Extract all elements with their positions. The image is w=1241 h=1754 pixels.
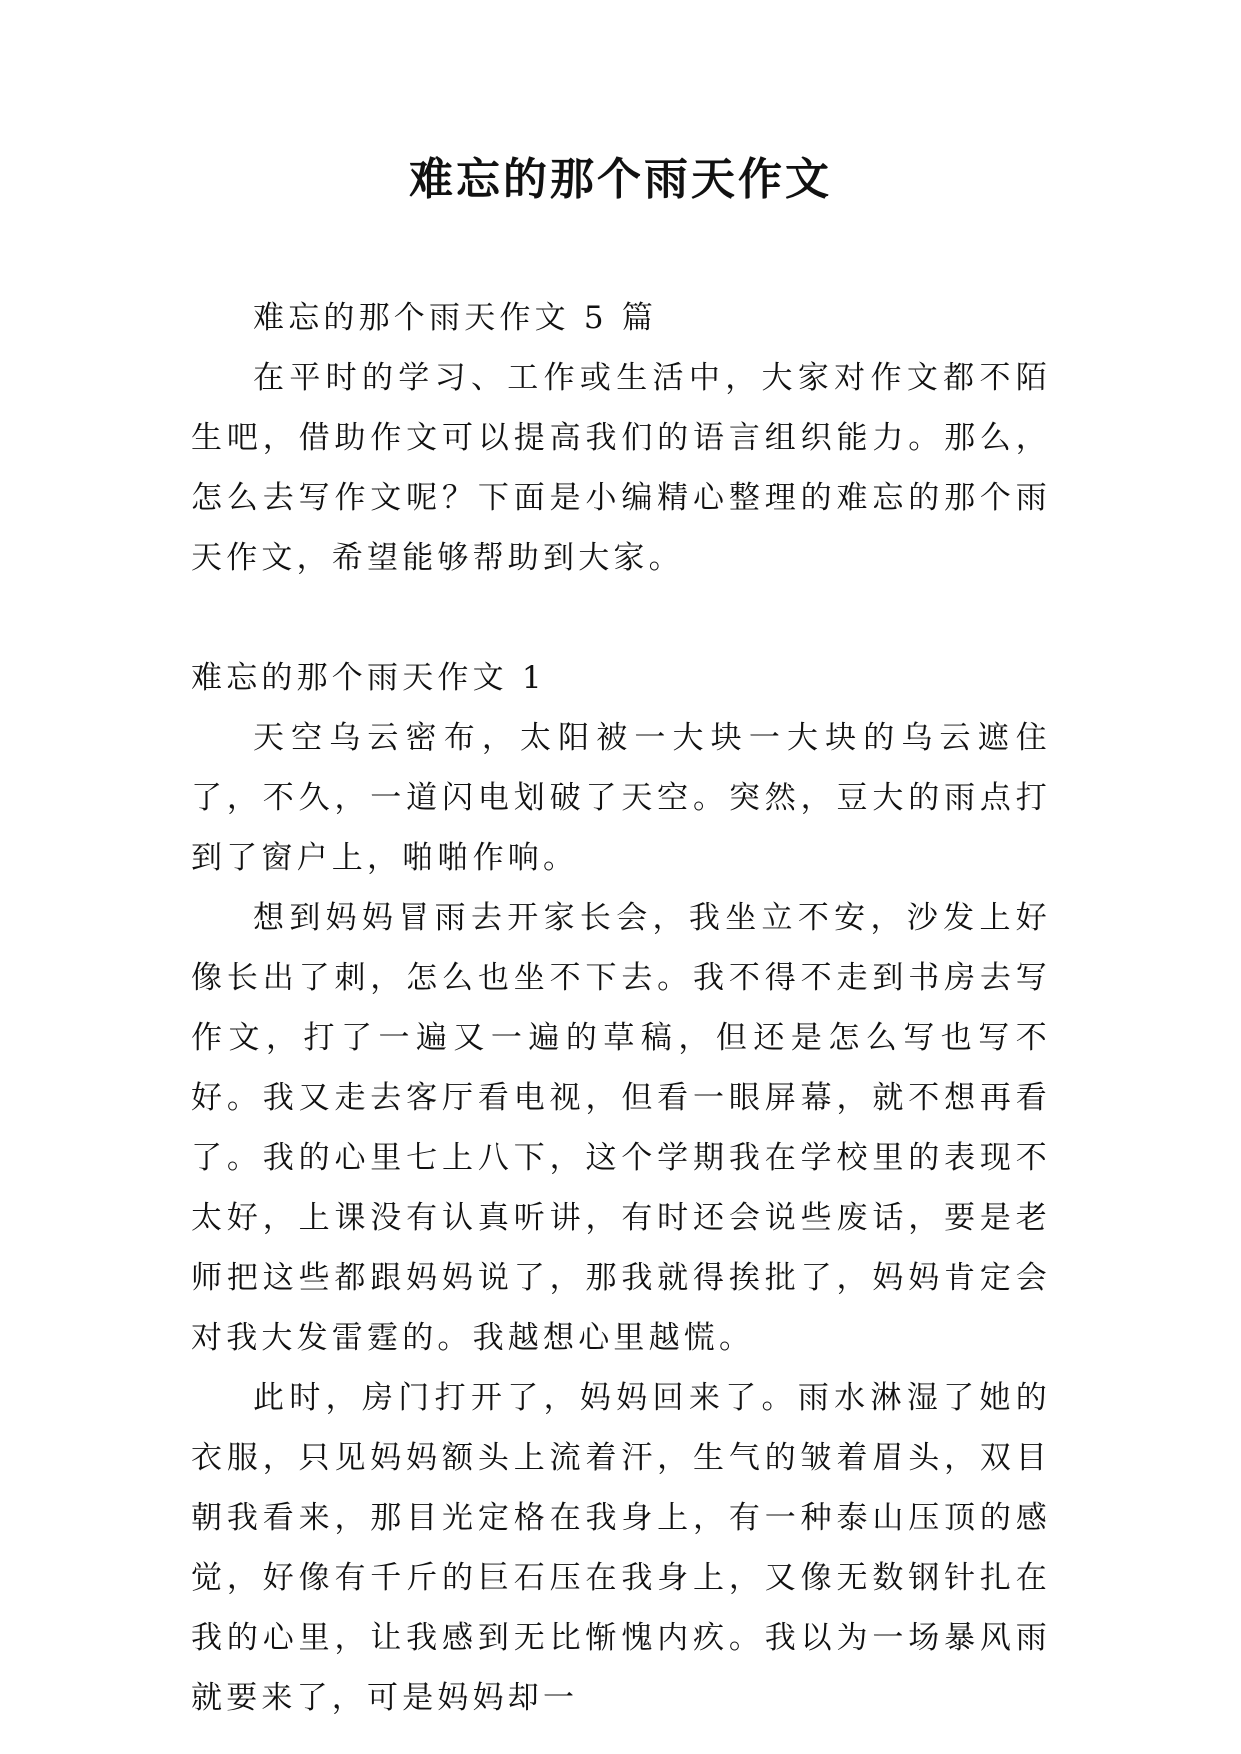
- document-title: 难忘的那个雨天作文: [409, 154, 832, 205]
- paragraph-3: 此时，房门打开了，妈妈回来了。雨水淋湿了她的衣服，只见妈妈额头上流着汗，生气的皱着眉头，双目朝我看来，那目光定格在我身上，有一种泰山压顶的感觉，好像有千斤的巨石压在我身上，又像无数钢针扎在我的心里，让我感到无比惭愧内疚。我以为一场暴风雨就要来了，可是妈妈却一: [191, 1380, 1051, 1716]
- paragraph-2: 想到妈妈冒雨去开家长会，我坐立不安，沙发上好像长出了刺，怎么也坐不下去。我不得不走到书房去写作文，打了一遍又一遍的草稿，但还是怎么写也写不好。我又走去客厅看电视，但看一眼屏幕，就不想再看了。我的心里七上八下，这个学期我在学校里的表现不太好，上课没有认真听讲，有时还会说些废话，要是老师把这些都跟妈妈说了，那我就得挨批了，妈妈肯定会对我大发雷霆的。我越想心里越慌。: [191, 900, 1051, 1356]
- intro-paragraph: 在平时的学习、工作或生活中，大家对作文都不陌生吧，借助作文可以提高我们的语言组织能力。那么，怎么去写作文呢？下面是小编精心整理的难忘的那个雨天作文，希望能够帮助到大家。: [191, 360, 1051, 576]
- section-heading: 难忘的那个雨天作文 1: [191, 660, 546, 696]
- paragraph-1: 天空乌云密布，太阳被一大块一大块的乌云遮住了，不久，一道闪电划破了天空。突然，豆大的雨点打到了窗户上，啪啪作响。: [191, 720, 1051, 876]
- document-body: [191, 288, 1051, 1728]
- document-subtitle: 难忘的那个雨天作文 5 篇: [253, 300, 658, 336]
